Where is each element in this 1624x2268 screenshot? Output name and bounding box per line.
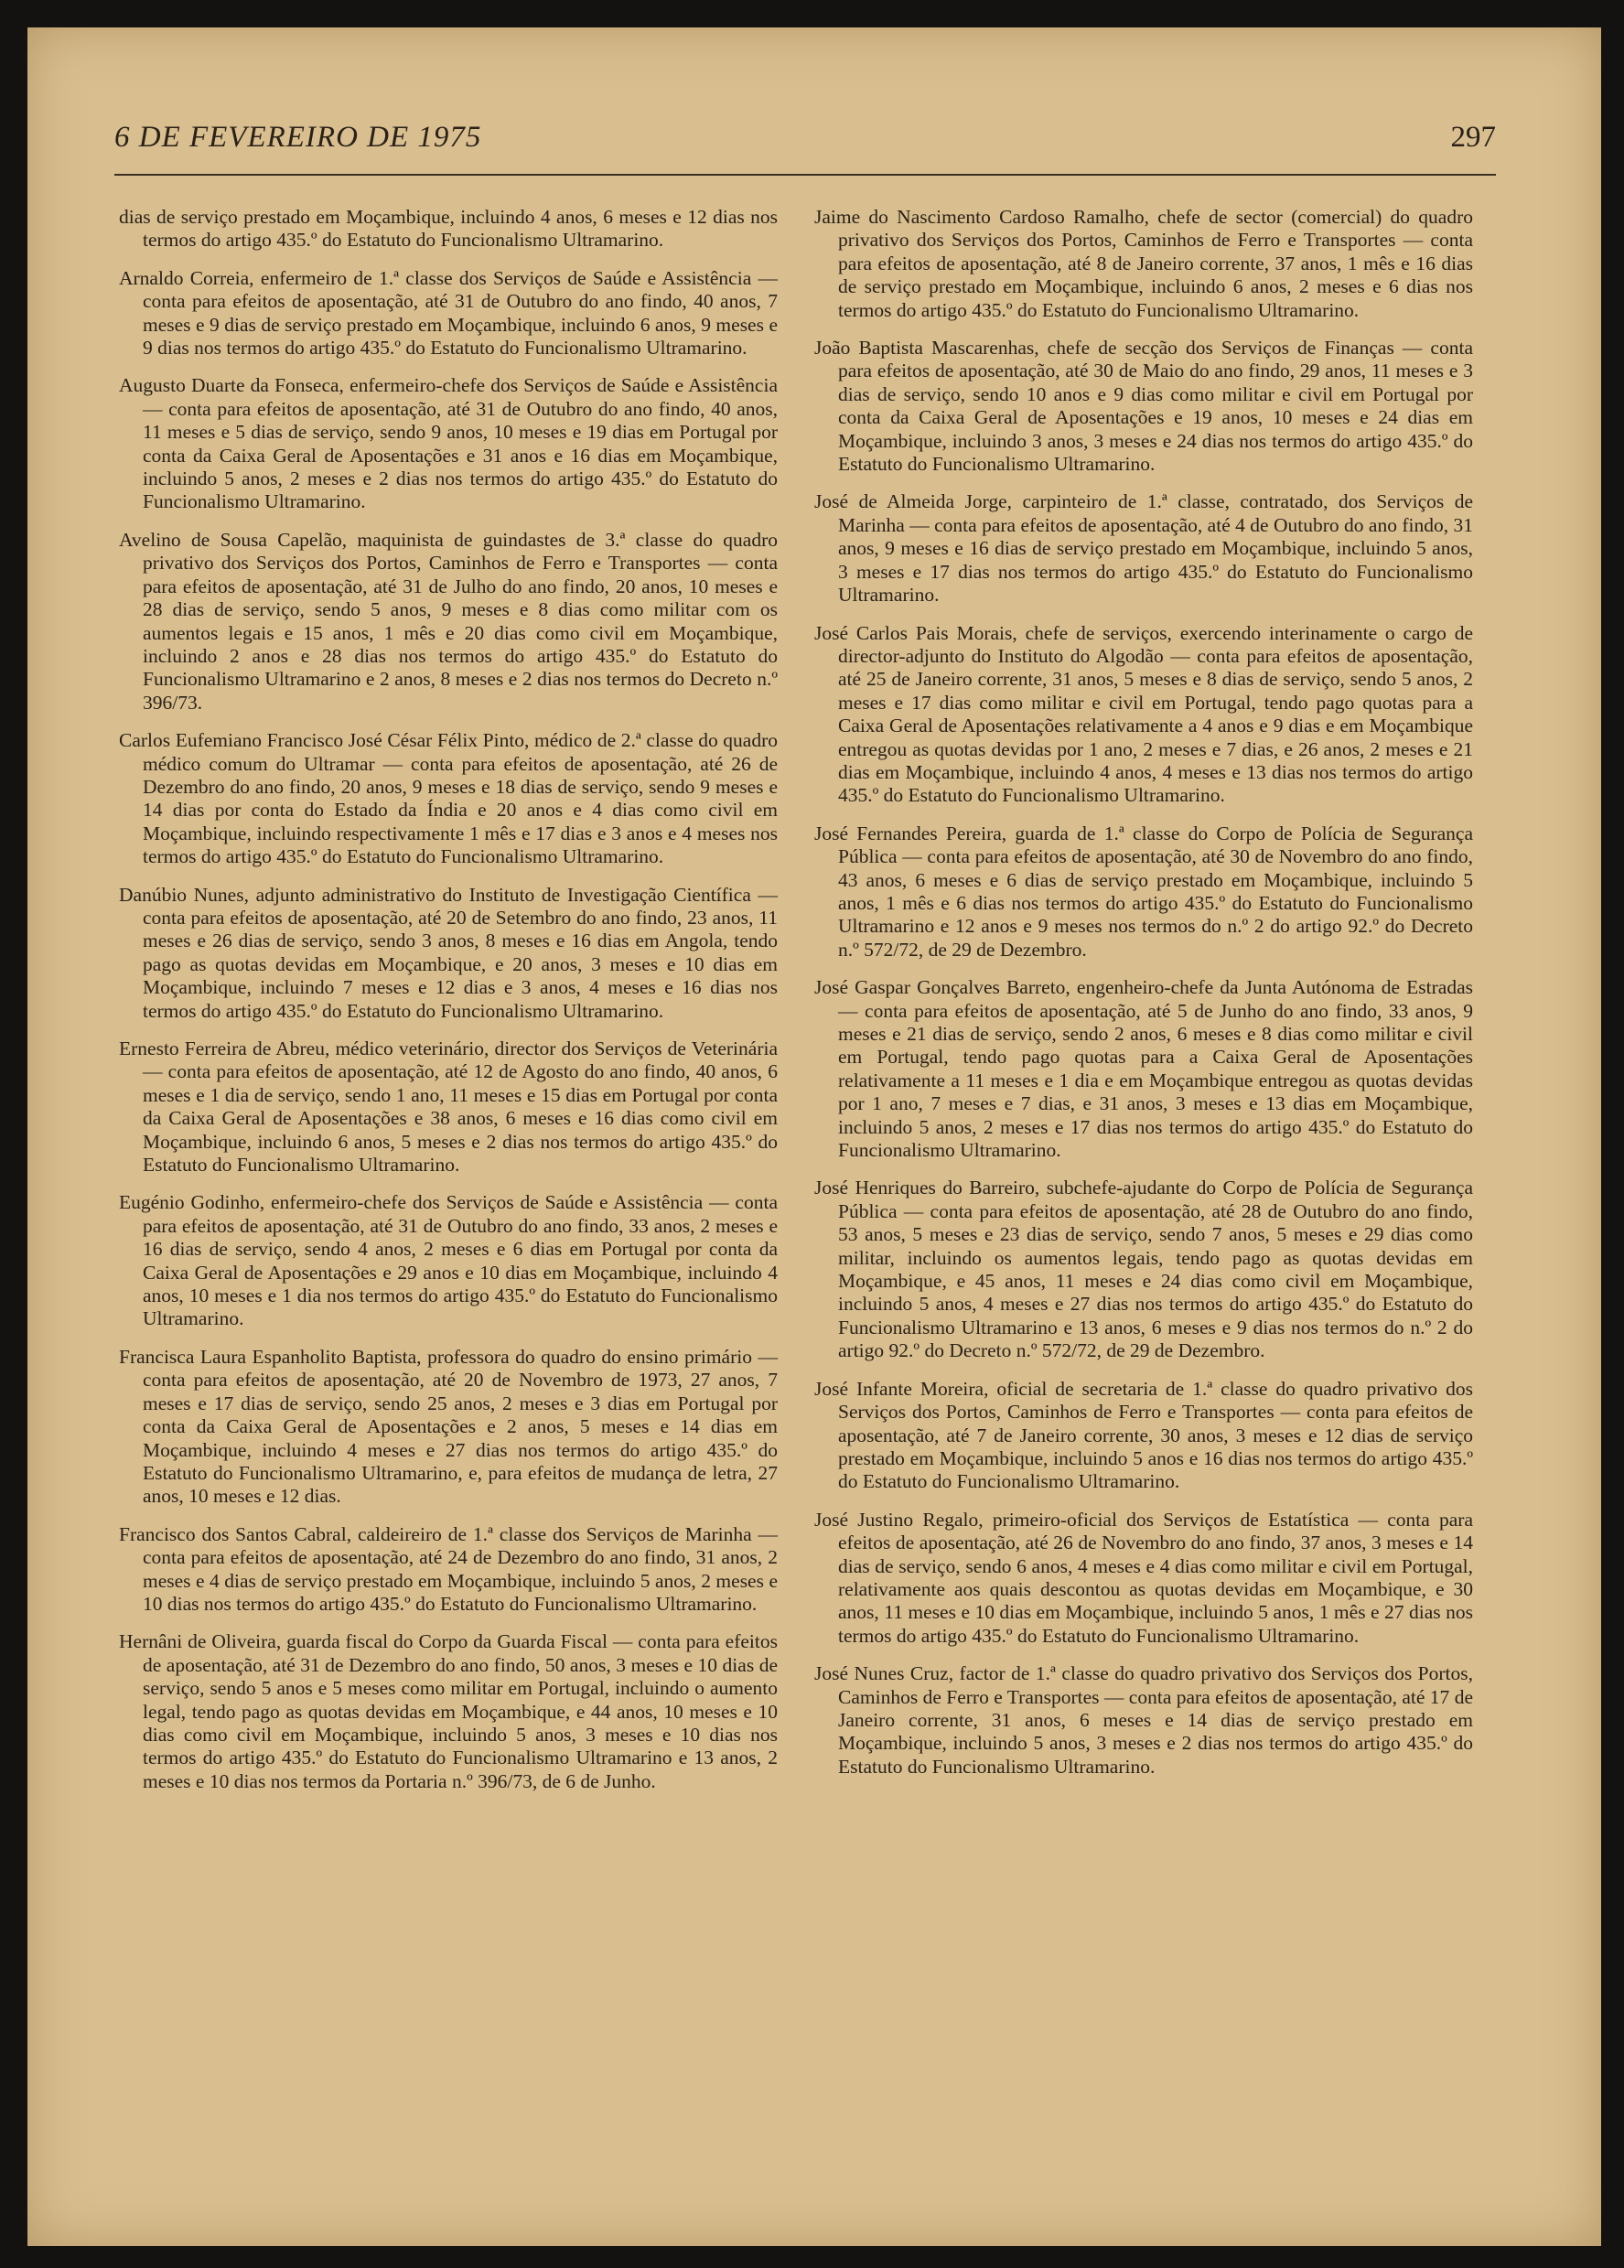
page-number: 297 [1450,121,1496,154]
header-date: 6 DE FEVEREIRO DE 1975 [114,121,482,154]
entry-francisca-laura-baptista: Francisca Laura Espanholito Baptista, professora do quadro do ensino primário — conta para efeitos de aposentação, até 20 de Novembro de 1973, 27 anos, 7 meses e 17 dias de serviço, sendo 25 anos, 2 meses e 3 dias em Portugal por conta da Caixa Geral de Aposentações e 2 anos, 5 meses e 14 dias em Moçambique, incluindo 4 meses e 27 dias nos termos do artigo 435.º do Estatuto do Funcionalismo Ultramarino, e, para efeitos de mudança de letra, 27 anos, 10 meses e 12 dias. [119,1345,778,1508]
entry-danubio-nunes: Danúbio Nunes, adjunto administrativo do Instituto de Investigação Científica — conta para efeitos de aposentação, até 20 de Setembro do ano findo, 23 anos, 11 meses e 26 dias de serviço, sendo 3 anos, 8 meses e 16 dias em Angola, tendo pago as quotas devidas em Moçambique, e 20 anos, 3 meses e 10 dias em Moçambique, incluindo 7 meses e 12 dias e 3 anos, 4 meses e 16 dias nos termos do artigo 435.º do Estatuto do Funcionalismo Ultramarino. [119,883,778,1022]
entry-ernesto-ferreira-de-abreu: Ernesto Ferreira de Abreu, médico veterinário, director dos Serviços de Veterinária — conta para efeitos de aposentação, até 12 de Agosto do ano findo, 40 anos, 6 meses e 1 dia de serviço, sendo 1 ano, 11 meses e 15 dias em Portugal por conta da Caixa Geral de Aposentações e 38 anos, 6 meses e 16 dias como civil em Moçambique, incluindo 6 anos, 5 meses e 2 dias nos termos do artigo 435.º do Estatuto do Funcionalismo Ultramarino. [119,1037,778,1177]
entry-arnaldo-correia: Arnaldo Correia, enfermeiro de 1.ª classe dos Serviços de Saúde e Assistência — conta para efeitos de aposentação, até 31 de Outubro do ano findo, 40 anos, 7 meses e 9 dias de serviço prestado em Moçambique, incluindo 6 anos, 9 meses e 9 dias nos termos do artigo 435.º do Estatuto do Funcionalismo Ultramarino. [119,266,778,360]
entry-francisco-dos-santos-cabral: Francisco dos Santos Cabral, caldeireiro de 1.ª classe dos Serviços de Marinha — conta para efeitos de aposentação, até 24 de Dezembro do ano findo, 31 anos, 2 meses e 4 dias de serviço prestado em Moçambique, incluindo 5 anos, 2 meses e 10 dias nos termos do artigo 435.º do Estatuto do Funcionalismo Ultramarino. [119,1522,778,1615]
entry-augusto-duarte-da-fonseca: Augusto Duarte da Fonseca, enfermeiro-chefe dos Serviços de Saúde e Assistência — conta para efeitos de aposentação, até 31 de Outubro do ano findo, 40 anos, 11 meses e 5 dias de serviço, sendo 9 anos, 10 meses e 19 dias em Portugal por conta da Caixa Geral de Aposentações e 31 anos e 16 dias em Moçambique, incluindo 5 anos, 2 meses e 2 dias nos termos do artigo 435.º do Estatuto do Funcionalismo Ultramarino. [119,374,778,513]
entry-jose-infante-moreira: José Infante Moreira, oficial de secretaria de 1.ª classe do quadro privativo dos Serviços dos Portos, Caminhos de Ferro e Transportes — conta para efeitos de aposentação, até 7 de Janeiro corrente, 30 anos, 3 meses e 12 dias de serviço prestado em Moçambique, incluindo 5 anos e 16 dias nos termos do artigo 435.º do Estatuto do Funcionalismo Ultramarino. [814,1377,1473,1493]
entry-jose-de-almeida-jorge: José de Almeida Jorge, carpinteiro de 1.ª classe, contratado, dos Serviços de Marinha — conta para efeitos de aposentação, até 4 de Outubro do ano findo, 31 anos, 9 meses e 16 dias de serviço prestado em Moçambique, incluindo 5 anos, 3 meses e 17 dias nos termos do artigo 435.º do Estatuto do Funcionalismo Ultramarino. [814,490,1473,607]
entry-continuation: dias de serviço prestado em Moçambique, incluindo 4 anos, 6 meses e 12 dias nos termos do artigo 435.º do Estatuto do Funcionalismo Ultramarino. [119,206,778,252]
entry-jose-henriques-do-barreiro: José Henriques do Barreiro, subchefe-ajudante do Corpo de Polícia de Segurança Pública — conta para efeitos de aposentação, até 28 de Outubro do ano findo, 53 anos, 5 meses e 23 dias de serviço, sendo 7 anos, 5 meses e 29 dias como militar, incluindo os aumentos legais, tendo pago as quotas devidas em Moçambique, e 45 anos, 11 meses e 24 dias como civil em Moçambique, incluindo 5 anos, 4 meses e 27 dias nos termos do artigo 435.º do Estatuto do Funcionalismo Ultramarino e 13 anos, 6 meses e 9 dias nos termos do n.º 2 do artigo 92.º do Decreto n.º 572/72, de 29 de Dezembro. [814,1177,1473,1362]
left-column [119,206,778,1808]
entry-avelino-de-sousa-capelao: Avelino de Sousa Capelão, maquinista de guindastes de 3.ª classe do quadro privativo dos Serviços dos Portos, Caminhos de Ferro e Transportes — conta para efeitos de aposentação, até 31 de Julho do ano findo, 20 anos, 10 meses e 28 dias de serviço, sendo 5 anos, 9 meses e 8 dias como militar com os aumentos legais e 15 anos, 1 mês e 20 dias como civil em Moçambique, incluindo 2 anos e 28 dias nos termos do artigo 435.º do Estatuto do Funcionalismo Ultramarino e 2 anos, 8 meses e 2 dias nos termos do Decreto n.º 396/73. [119,528,778,714]
entry-hernani-de-oliveira: Hernâni de Oliveira, guarda fiscal do Corpo da Guarda Fiscal — conta para efeitos de aposentação, até 31 de Dezembro do ano findo, 50 anos, 3 meses e 10 dias de serviço, sendo 5 anos e 5 meses como militar em Portugal, incluindo o aumento legal, tendo pago as quotas devidas em Moçambique, e 44 anos, 10 meses e 10 dias como civil em Moçambique, incluindo 5 anos, 3 meses e 10 dias nos termos do artigo 435.º do Estatuto do Funcionalismo Ultramarino e 13 anos, 2 meses e 10 dias nos termos da Portaria n.º 396/73, de 6 de Junho. [119,1630,778,1792]
entry-jose-nunes-cruz: José Nunes Cruz, factor de 1.ª classe do quadro privativo dos Serviços dos Portos, Caminhos de Ferro e Transportes — conta para efeitos de aposentação, até 17 de Janeiro corrente, 31 anos, 6 meses e 14 dias de serviço prestado em Moçambique, incluindo 5 anos, 3 meses e 2 dias nos termos do artigo 435.º do Estatuto do Funcionalismo Ultramarino. [814,1662,1473,1778]
document-page [27,27,1601,2246]
page-header [114,110,1496,176]
entry-jaime-ramalho: Jaime do Nascimento Cardoso Ramalho, chefe de sector (comercial) do quadro privativo dos Serviços dos Portos, Caminhos de Ferro e Transportes — conta para efeitos de aposentação, até 8 de Janeiro corrente, 37 anos, 1 mês e 16 dias de serviço prestado em Moçambique, incluindo 6 anos, 2 meses e 6 dias nos termos do artigo 435.º do Estatuto do Funcionalismo Ultramarino. [814,206,1473,321]
entry-joao-baptista-mascarenhas: João Baptista Mascarenhas, chefe de secção dos Serviços de Finanças — conta para efeitos de aposentação, até 30 de Maio do ano findo, 29 anos, 11 meses e 3 dias de serviço, sendo 10 anos e 9 dias como militar e civil em Portugal por conta da Caixa Geral de Aposentações e 19 anos, 10 meses e 24 dias em Moçambique, incluindo 3 anos, 3 meses e 24 dias nos termos do artigo 435.º do Estatuto do Funcionalismo Ultramarino. [814,337,1473,476]
entry-jose-gaspar-barreto: José Gaspar Gonçalves Barreto, engenheiro-chefe da Junta Autónoma de Estradas — conta para efeitos de aposentação, até 5 de Junho do ano findo, 33 anos, 9 meses e 21 dias de serviço, sendo 2 anos, 6 meses e 8 dias como militar e civil em Portugal, tendo pago quotas para a Caixa Geral de Aposentações relativamente a 11 meses e 1 dia e em Moçambique entregou as quotas devidas por 1 ano, 7 meses e 7 dias, e 31 anos, 3 meses e 13 dias em Moçambique, incluindo 5 anos, 2 meses e 17 dias nos termos do artigo 435.º do Estatuto do Funcionalismo Ultramarino. [814,976,1473,1162]
entry-jose-carlos-pais-morais: José Carlos Pais Morais, chefe de serviços, exercendo interinamente o cargo de director-adjunto do Instituto do Algodão — conta para efeitos de aposentação, até 25 de Janeiro corrente, 31 anos, 5 meses e 8 dias de serviço, sendo 5 anos, 2 meses e 17 dias como militar e civil em Portugal, tendo pago quotas para a Caixa Geral de Aposentações relativamente a 4 anos e 9 dias e em Moçambique entregou as quotas devidas por 1 ano, 2 meses e 7 dias, e 26 anos, 2 meses e 21 dias em Moçambique, incluindo 4 anos, 4 meses e 13 dias nos termos do artigo 435.º do Estatuto do Funcionalismo Ultramarino. [814,621,1473,807]
entry-eugenio-godinho: Eugénio Godinho, enfermeiro-chefe dos Serviços de Saúde e Assistência — conta para efeitos de aposentação, até 31 de Outubro do ano findo, 33 anos, 2 meses e 16 dias de serviço, sendo 4 anos, 2 meses e 6 dias em Portugal por conta da Caixa Geral de Aposentações e 29 anos e 10 dias em Moçambique, incluindo 4 anos, 10 meses e 1 dia nos termos do artigo 435.º do Estatuto do Funcionalismo Ultramarino. [119,1191,778,1330]
right-column [814,206,1473,1793]
entry-carlos-eufemiano-pinto: Carlos Eufemiano Francisco José César Félix Pinto, médico de 2.ª classe do quadro médico comum do Ultramar — conta para efeitos de aposentação, até 26 de Dezembro do ano findo, 20 anos, 9 meses e 18 dias de serviço, sendo 9 meses e 14 dias por conta do Estado da Índia e 20 anos e 4 dias como civil em Moçambique, incluindo respectivamente 1 mês e 17 dias e 3 anos e 4 meses nos termos do artigo 435.º do Estatuto do Funcionalismo Ultramarino. [119,729,778,868]
entry-jose-fernandes-pereira: José Fernandes Pereira, guarda de 1.ª classe do Corpo de Polícia de Segurança Pública — conta para efeitos de aposentação, até 30 de Novembro do ano findo, 43 anos, 6 meses e 6 dias de serviço prestado em Moçambique, incluindo 5 anos, 1 mês e 6 dias nos termos do artigo 435.º do Estatuto do Funcionalismo Ultramarino e 12 anos e 9 meses nos termos do n.º 2 do artigo 92.º do Decreto n.º 572/72, de 29 de Dezembro. [814,822,1473,961]
entry-jose-justino-regalo: José Justino Regalo, primeiro-oficial dos Serviços de Estatística — conta para efeitos de aposentação, até 26 de Novembro do ano findo, 37 anos, 3 meses e 14 dias de serviço, sendo 6 anos, 4 meses e 4 dias como militar e civil em Portugal, relativamente aos quais descontou as quotas devidas em Moçambique, e 30 anos, 11 meses e 10 dias em Moçambique, incluindo 5 anos, 1 mês e 27 dias nos termos do artigo 435.º do Estatuto do Funcionalismo Ultramarino. [814,1508,1473,1647]
